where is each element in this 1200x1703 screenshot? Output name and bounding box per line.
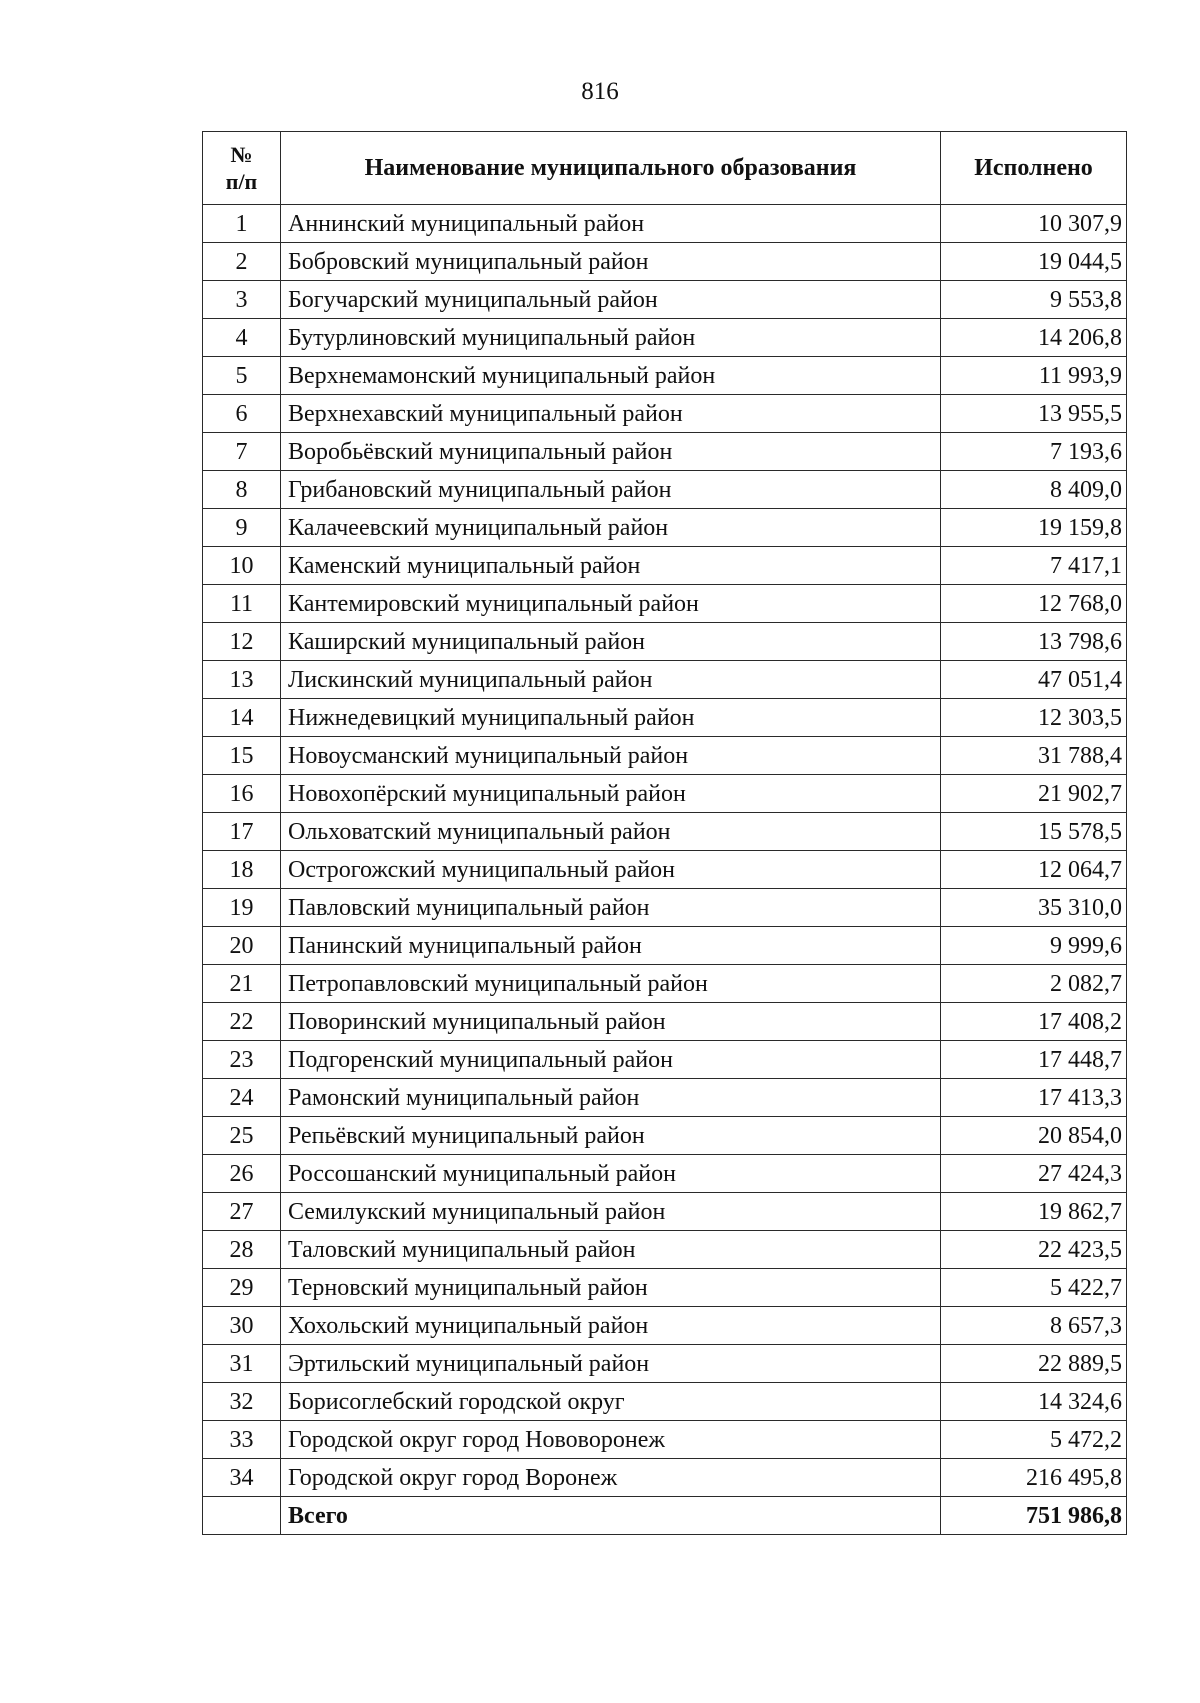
table-row: [203, 471, 1127, 509]
table-row: [203, 281, 1127, 319]
row-value-cell: 22 889,5: [941, 1345, 1127, 1383]
row-number-cell: 1: [203, 205, 281, 243]
row-name-cell: Ольховатский муниципальный район: [281, 813, 941, 851]
row-number-cell: 11: [203, 585, 281, 623]
row-value-cell: 13 798,6: [941, 623, 1127, 661]
row-number-cell: 23: [203, 1041, 281, 1079]
table-row: [203, 623, 1127, 661]
total-number-cell: [203, 1497, 281, 1535]
row-name-cell: Нижнедевицкий муниципальный район: [281, 699, 941, 737]
row-number-cell: 26: [203, 1155, 281, 1193]
row-value-cell: 19 862,7: [941, 1193, 1127, 1231]
row-number-cell: 15: [203, 737, 281, 775]
table-row: [203, 699, 1127, 737]
row-name-cell: Поворинский муниципальный район: [281, 1003, 941, 1041]
row-number-cell: 30: [203, 1307, 281, 1345]
row-value-cell: 14 206,8: [941, 319, 1127, 357]
row-name-cell: Хохольский муниципальный район: [281, 1307, 941, 1345]
row-name-cell: Павловский муниципальный район: [281, 889, 941, 927]
table-row: [203, 737, 1127, 775]
row-number-cell: 13: [203, 661, 281, 699]
table-row: [203, 205, 1127, 243]
row-value-cell: 9 553,8: [941, 281, 1127, 319]
row-name-cell: Калачеевский муниципальный район: [281, 509, 941, 547]
row-number-cell: 32: [203, 1383, 281, 1421]
row-name-cell: Петропавловский муниципальный район: [281, 965, 941, 1003]
table-row: [203, 1383, 1127, 1421]
row-number-cell: 8: [203, 471, 281, 509]
table-row: [203, 585, 1127, 623]
total-row: [203, 1497, 1127, 1535]
table-body: [203, 205, 1127, 1535]
row-value-cell: 22 423,5: [941, 1231, 1127, 1269]
table-row: [203, 889, 1127, 927]
row-name-cell: Терновский муниципальный район: [281, 1269, 941, 1307]
row-number-cell: 7: [203, 433, 281, 471]
row-number-cell: 3: [203, 281, 281, 319]
table-row: [203, 1155, 1127, 1193]
table-row: [203, 1269, 1127, 1307]
row-name-cell: Острогожский муниципальный район: [281, 851, 941, 889]
row-name-cell: Рамонский муниципальный район: [281, 1079, 941, 1117]
row-number-cell: 27: [203, 1193, 281, 1231]
table-row: [203, 509, 1127, 547]
row-name-cell: Кантемировский муниципальный район: [281, 585, 941, 623]
row-value-cell: 10 307,9: [941, 205, 1127, 243]
row-value-cell: 17 413,3: [941, 1079, 1127, 1117]
row-name-cell: Грибановский муниципальный район: [281, 471, 941, 509]
row-number-cell: 25: [203, 1117, 281, 1155]
row-number-cell: 10: [203, 547, 281, 585]
row-value-cell: 12 064,7: [941, 851, 1127, 889]
row-name-cell: Эртильский муниципальный район: [281, 1345, 941, 1383]
row-number-cell: 2: [203, 243, 281, 281]
row-number-cell: 19: [203, 889, 281, 927]
row-value-cell: 31 788,4: [941, 737, 1127, 775]
row-name-cell: Воробьёвский муниципальный район: [281, 433, 941, 471]
row-number-cell: 18: [203, 851, 281, 889]
row-number-cell: 22: [203, 1003, 281, 1041]
row-name-cell: Подгоренский муниципальный район: [281, 1041, 941, 1079]
row-value-cell: 19 044,5: [941, 243, 1127, 281]
table-row: [203, 433, 1127, 471]
table-row: [203, 927, 1127, 965]
total-label-cell: Всего: [281, 1497, 941, 1535]
table-row: [203, 965, 1127, 1003]
header-name-column: Наименование муниципального образования: [281, 132, 941, 205]
municipal-report-table: [202, 131, 1127, 1535]
row-value-cell: 19 159,8: [941, 509, 1127, 547]
row-number-cell: 33: [203, 1421, 281, 1459]
header-value-column: Исполнено: [941, 132, 1127, 205]
row-number-cell: 20: [203, 927, 281, 965]
row-name-cell: Панинский муниципальный район: [281, 927, 941, 965]
row-name-cell: Бутурлиновский муниципальный район: [281, 319, 941, 357]
row-name-cell: Городской округ город Нововоронеж: [281, 1421, 941, 1459]
table-row: [203, 1041, 1127, 1079]
row-value-cell: 12 768,0: [941, 585, 1127, 623]
row-value-cell: 17 408,2: [941, 1003, 1127, 1041]
row-name-cell: Каширский муниципальный район: [281, 623, 941, 661]
row-name-cell: Бобровский муниципальный район: [281, 243, 941, 281]
row-value-cell: 11 993,9: [941, 357, 1127, 395]
table-header: [203, 132, 1127, 205]
page-number: 816: [581, 78, 619, 105]
row-value-cell: 13 955,5: [941, 395, 1127, 433]
row-name-cell: Новоусманский муниципальный район: [281, 737, 941, 775]
row-name-cell: Верхнехавский муниципальный район: [281, 395, 941, 433]
row-value-cell: 12 303,5: [941, 699, 1127, 737]
row-number-cell: 16: [203, 775, 281, 813]
row-name-cell: Городской округ город Воронеж: [281, 1459, 941, 1497]
row-value-cell: 7 417,1: [941, 547, 1127, 585]
table-row: [203, 1345, 1127, 1383]
row-name-cell: Россошанский муниципальный район: [281, 1155, 941, 1193]
table-row: [203, 1231, 1127, 1269]
table-row: [203, 661, 1127, 699]
row-name-cell: Таловский муниципальный район: [281, 1231, 941, 1269]
row-number-cell: 9: [203, 509, 281, 547]
row-value-cell: 47 051,4: [941, 661, 1127, 699]
row-value-cell: 7 193,6: [941, 433, 1127, 471]
table-row: [203, 1193, 1127, 1231]
table-row: [203, 1079, 1127, 1117]
row-number-cell: 31: [203, 1345, 281, 1383]
row-number-cell: 12: [203, 623, 281, 661]
row-value-cell: 9 999,6: [941, 927, 1127, 965]
header-row: [203, 132, 1127, 205]
table-row: [203, 1459, 1127, 1497]
total-value-cell: 751 986,8: [941, 1497, 1127, 1535]
table-row: [203, 1307, 1127, 1345]
row-number-cell: 14: [203, 699, 281, 737]
table-row: [203, 851, 1127, 889]
row-name-cell: Богучарский муниципальный район: [281, 281, 941, 319]
row-value-cell: 21 902,7: [941, 775, 1127, 813]
row-number-cell: 4: [203, 319, 281, 357]
row-number-cell: 21: [203, 965, 281, 1003]
row-number-cell: 5: [203, 357, 281, 395]
row-name-cell: Лискинский муниципальный район: [281, 661, 941, 699]
row-name-cell: Борисоглебский городской округ: [281, 1383, 941, 1421]
header-number-symbol: №: [230, 141, 253, 167]
row-value-cell: 8 657,3: [941, 1307, 1127, 1345]
table-row: [203, 395, 1127, 433]
table-row: [203, 813, 1127, 851]
row-value-cell: 216 495,8: [941, 1459, 1127, 1497]
row-value-cell: 2 082,7: [941, 965, 1127, 1003]
row-number-cell: 29: [203, 1269, 281, 1307]
row-name-cell: Верхнемамонский муниципальный район: [281, 357, 941, 395]
table-row: [203, 243, 1127, 281]
row-value-cell: 5 422,7: [941, 1269, 1127, 1307]
row-name-cell: Репьёвский муниципальный район: [281, 1117, 941, 1155]
row-name-cell: Семилукский муниципальный район: [281, 1193, 941, 1231]
row-name-cell: Каменский муниципальный район: [281, 547, 941, 585]
row-number-cell: 24: [203, 1079, 281, 1117]
table-row: [203, 1117, 1127, 1155]
table-row: [203, 319, 1127, 357]
table-row: [203, 357, 1127, 395]
row-value-cell: 20 854,0: [941, 1117, 1127, 1155]
row-number-cell: 34: [203, 1459, 281, 1497]
header-number-abbrev: п/п: [225, 169, 258, 194]
row-name-cell: Аннинский муниципальный район: [281, 205, 941, 243]
row-number-cell: 6: [203, 395, 281, 433]
table-row: [203, 1421, 1127, 1459]
row-value-cell: 35 310,0: [941, 889, 1127, 927]
table-row: [203, 775, 1127, 813]
row-value-cell: 14 324,6: [941, 1383, 1127, 1421]
row-value-cell: 27 424,3: [941, 1155, 1127, 1193]
row-value-cell: 15 578,5: [941, 813, 1127, 851]
table-row: [203, 547, 1127, 585]
row-number-cell: 28: [203, 1231, 281, 1269]
row-value-cell: 17 448,7: [941, 1041, 1127, 1079]
row-number-cell: 17: [203, 813, 281, 851]
row-value-cell: 8 409,0: [941, 471, 1127, 509]
header-number-column: [203, 132, 281, 205]
row-name-cell: Новохопёрский муниципальный район: [281, 775, 941, 813]
table-row: [203, 1003, 1127, 1041]
row-value-cell: 5 472,2: [941, 1421, 1127, 1459]
